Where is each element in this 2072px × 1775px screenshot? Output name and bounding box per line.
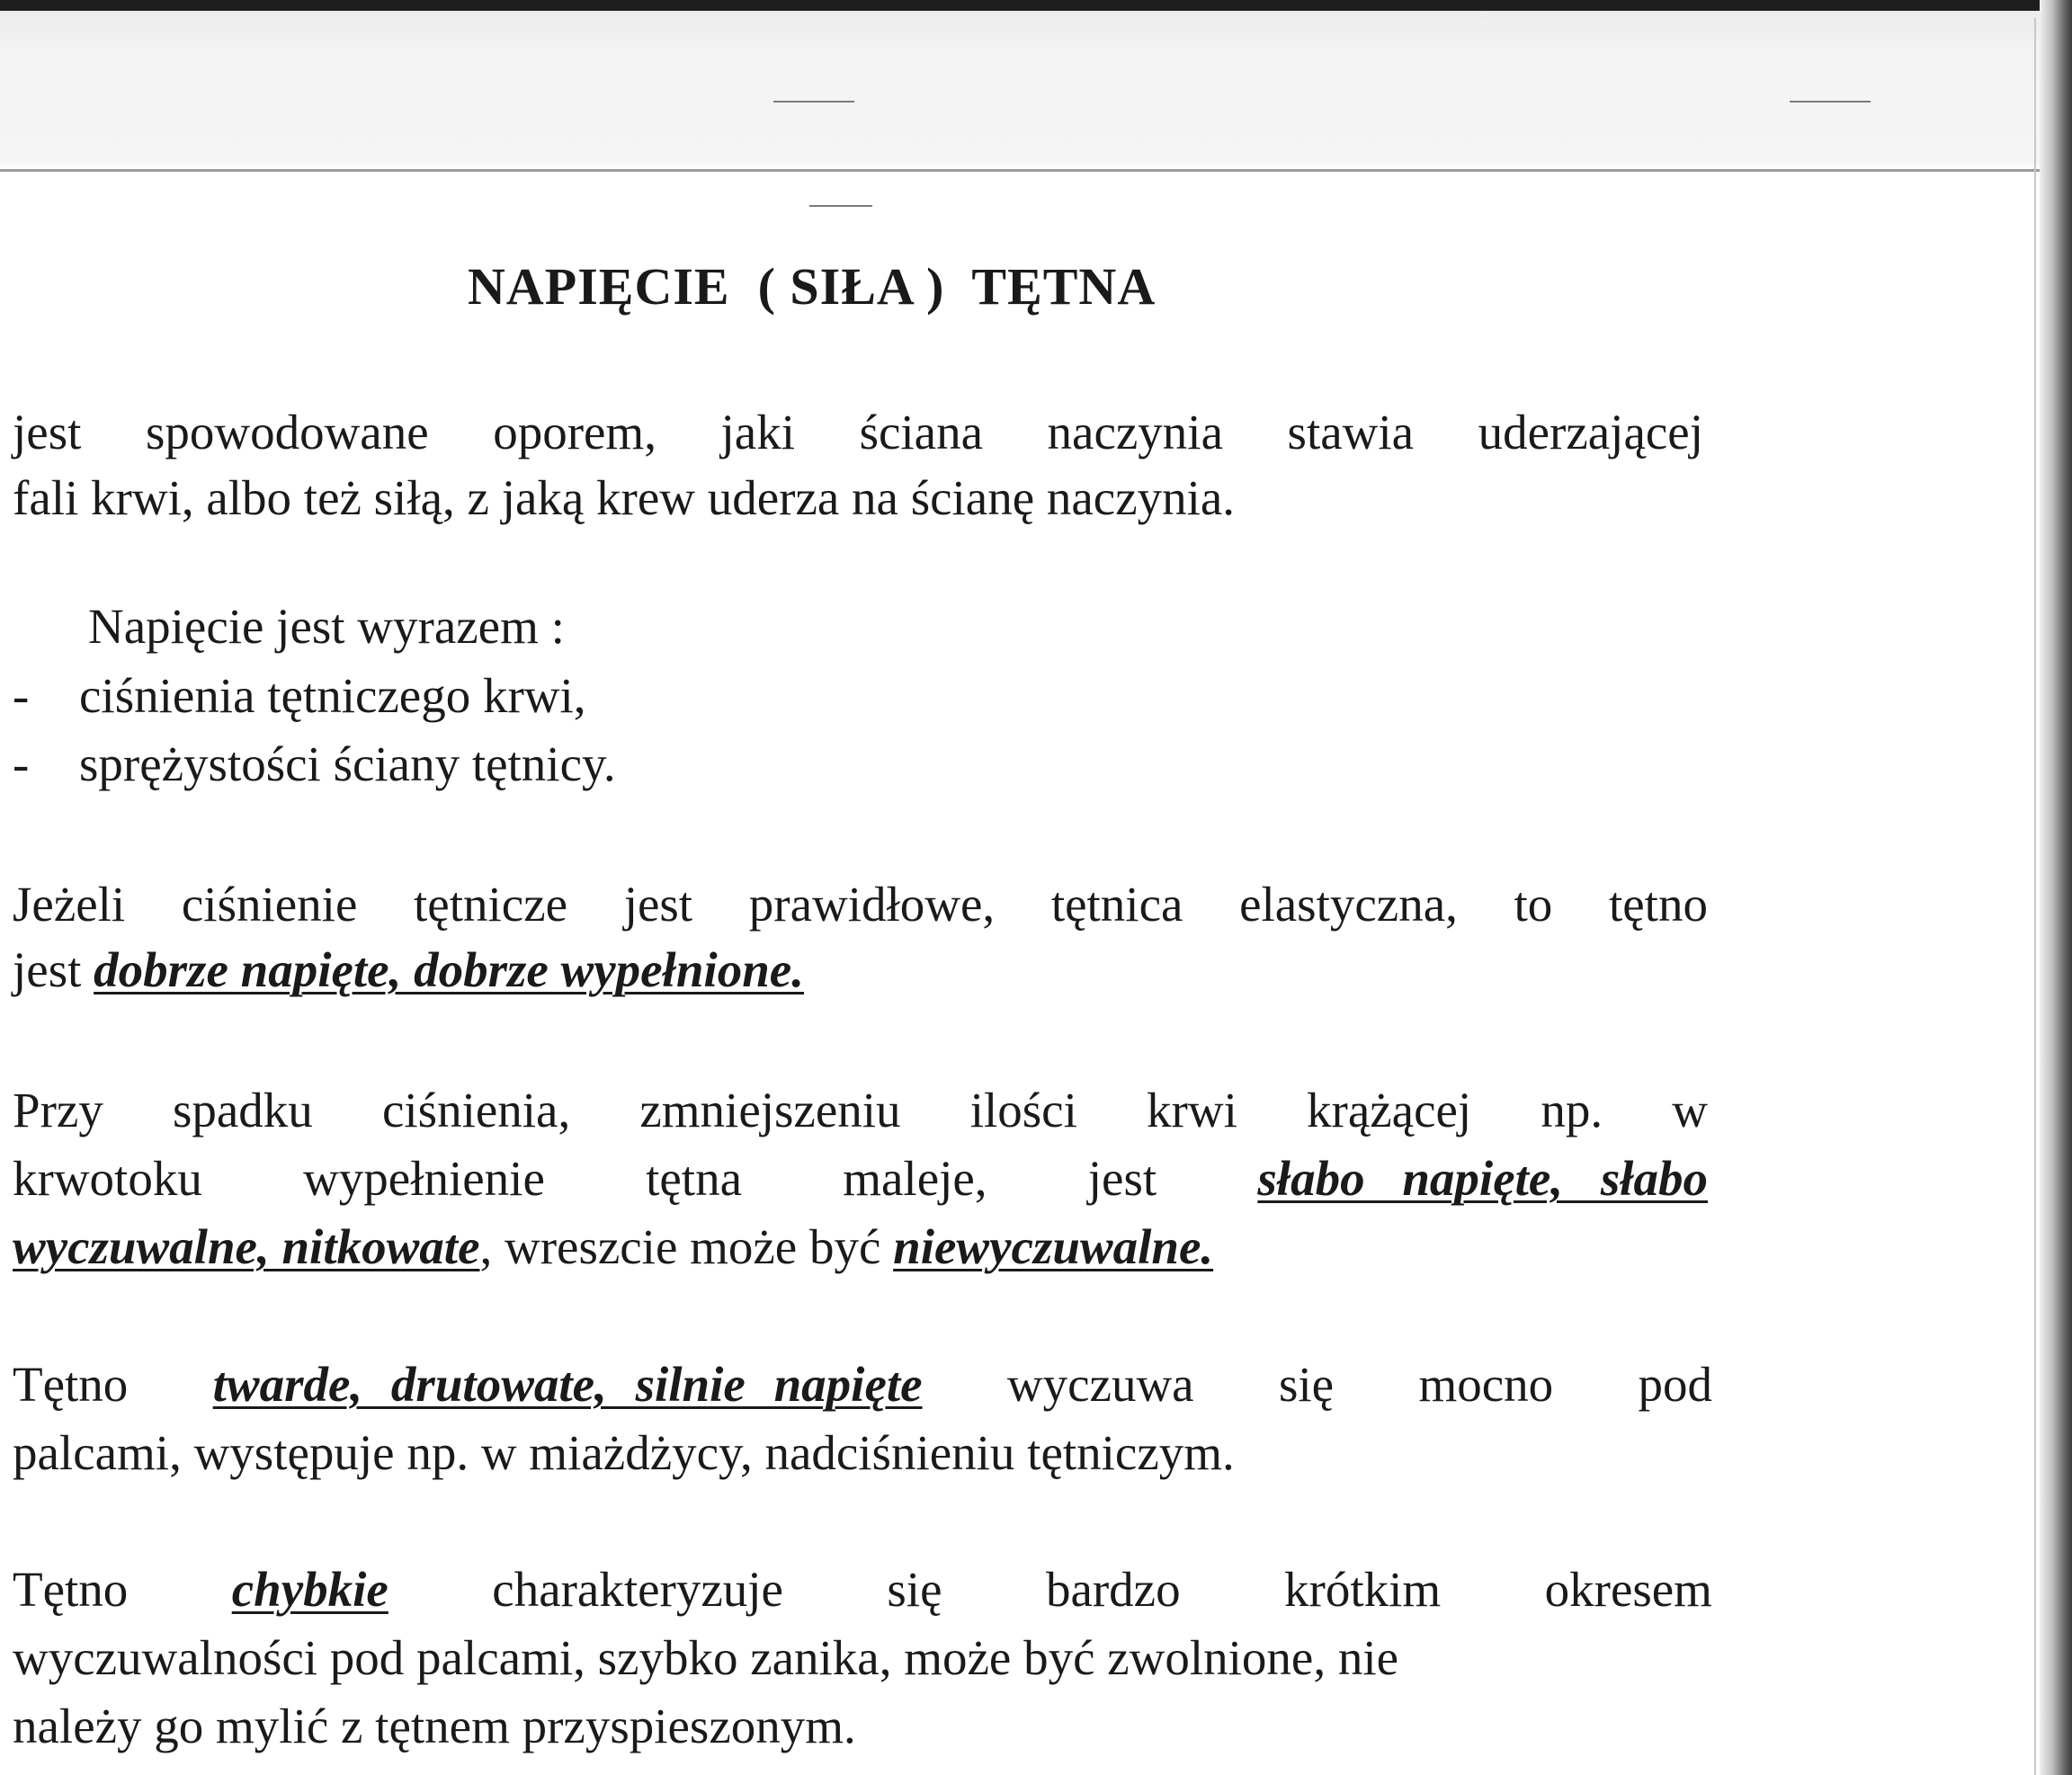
word: prawidłowe,: [748, 877, 996, 932]
hard-line-2: palcami, występuje np. w miażdżycy, nadciśnieniu tętniczym.: [13, 1425, 1235, 1480]
scan-mark: [809, 205, 872, 207]
word: w: [1672, 1083, 1708, 1137]
emphasis-text: chybkie: [231, 1562, 388, 1617]
list-dash: -: [13, 736, 30, 791]
weak-line-3: [13, 1219, 1712, 1275]
list-dash: -: [13, 668, 30, 723]
emphasis-text: niewyczuwalne.: [893, 1219, 1214, 1274]
weak-line-1: [13, 1083, 1708, 1138]
word: krwi: [1147, 1083, 1237, 1137]
hard-line-1: [13, 1357, 1712, 1413]
word: maleje,: [843, 1151, 987, 1206]
scan-top-edge: [0, 0, 2072, 11]
word: krwotoku: [13, 1151, 202, 1206]
normal-line-1: [13, 877, 1708, 932]
word: ściana: [859, 405, 983, 459]
scan-margin-line: [2034, 18, 2036, 1775]
word: Przy: [13, 1083, 103, 1137]
emphasis-text: twarde, drutowate, silnie napięte: [212, 1357, 923, 1412]
scan-mark: [773, 101, 854, 103]
word: , wreszcie może być: [479, 1219, 894, 1274]
word: się: [1278, 1357, 1335, 1412]
scan-mark: [1790, 101, 1871, 103]
word: zmniejszeniu: [639, 1083, 901, 1137]
word: tętnica: [1050, 877, 1183, 932]
word: tętnicze: [414, 877, 568, 932]
word: elastyczna,: [1239, 877, 1458, 932]
emphasis-text: słabo napięte, słabo: [1257, 1151, 1708, 1206]
scan-top-band: [0, 0, 2072, 171]
word: jaki: [720, 405, 795, 459]
word: to: [1514, 877, 1553, 932]
word: ciśnienie: [181, 877, 358, 932]
word: tętna: [646, 1151, 742, 1206]
word: np.: [1541, 1083, 1603, 1137]
word: krótkim: [1284, 1562, 1442, 1617]
fast-line-3: należy go mylić z tętnem przyspieszonym.: [13, 1699, 856, 1753]
word: wyczuwa: [1006, 1357, 1194, 1412]
word: okresem: [1544, 1562, 1712, 1617]
emphasis-text: dobrze napięte, dobrze wypełnione.: [94, 942, 804, 997]
fast-line-1: [13, 1562, 1712, 1618]
word: spadku: [172, 1083, 313, 1137]
word: tętno: [1608, 877, 1708, 932]
word: się: [887, 1562, 942, 1617]
word: Jeżeli: [13, 877, 126, 932]
word: bardzo: [1045, 1562, 1181, 1617]
normal-line-2: [13, 942, 1712, 998]
word: wypełnienie: [303, 1151, 545, 1206]
word: jest: [13, 942, 94, 997]
list-item: ciśnienia tętniczego krwi,: [79, 668, 586, 723]
page-title: NAPIĘCIE ( SIŁA ) TĘTNA: [468, 257, 1157, 316]
word: ciśnienia,: [381, 1083, 571, 1137]
word: stawia: [1287, 405, 1415, 459]
word: spowodowane: [145, 405, 429, 459]
scan-band-line: [0, 169, 2072, 172]
word: uderzającej: [1478, 405, 1703, 459]
expression-heading: Napięcie jest wyrazem :: [88, 599, 565, 654]
emphasis-text: wyczuwalne, nitkowate: [13, 1219, 480, 1274]
intro-line-2: fali krwi, albo też siłą, z jaką krew uderza na ścianę naczynia.: [13, 470, 1236, 525]
weak-line-2: [13, 1151, 1708, 1207]
intro-line-1: [13, 405, 1703, 460]
word: ilości: [969, 1083, 1077, 1137]
word: naczynia: [1047, 405, 1223, 459]
word: jest: [1087, 1151, 1157, 1206]
word: krążącej: [1307, 1083, 1472, 1137]
word: pod: [1638, 1357, 1712, 1412]
word: mocno: [1418, 1357, 1554, 1412]
fast-line-2: wyczuwalności pod palcami, szybko zanika, może być zwolnione, nie: [13, 1630, 1399, 1685]
word: jest: [13, 405, 82, 459]
word: charakteryzuje: [492, 1562, 783, 1617]
word: Tętno: [13, 1562, 129, 1617]
word: Tętno: [13, 1357, 129, 1412]
list-item: sprężystości ściany tętnicy.: [79, 736, 616, 791]
word: oporem,: [493, 405, 656, 459]
scan-right-edge: [2040, 0, 2072, 1775]
word: jest: [623, 877, 693, 932]
